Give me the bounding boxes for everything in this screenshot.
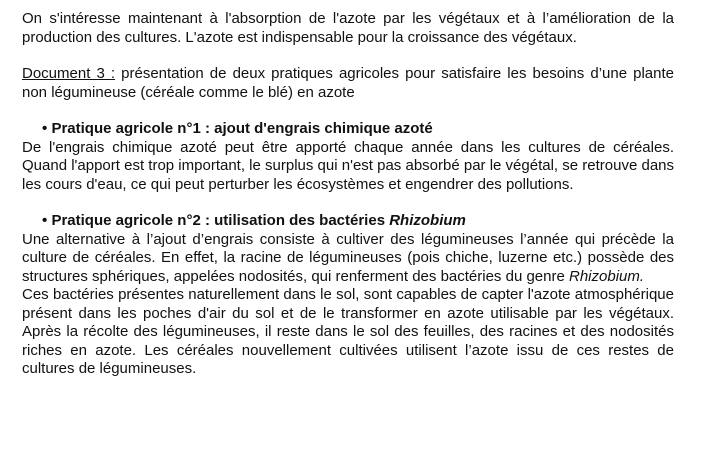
practice-2-heading [22,212,674,231]
genus-name: Rhizobium. [569,267,645,285]
practice-1-paragraph: De l'engrais chimique azoté peut être apporté chaque année dans les cultures de céréales. Quand l'apport est trop important, le surplus qui n'est pas absorbé par le végétal, se retrouve dans les cours d'eau, ce qui peut perturber les écosystèmes et engendrer des pollutions. [22,138,674,193]
intro-paragraph: On s'intéresse maintenant à l'absorption de l'azote par les végétaux et à l’amélioration de la production des cultures. L'azote est indispensable pour la croissance des végétaux. [22,10,674,46]
practice-1-heading [22,120,674,139]
bullet-icon: • [42,120,48,137]
practice-2-title: Pratique agricole n°2 : utilisation des bactéries [51,212,390,229]
practice-1-title: Pratique agricole n°1 : ajout d'engrais chimique azoté [51,120,433,137]
bullet-icon: • [42,212,48,229]
document-caption [22,65,674,102]
practice-1-section [22,120,674,194]
document-label: Document 3 : [22,65,116,82]
document-page [22,10,674,379]
practice-2-paragraph-2: Ces bactéries présentes naturellement dans le sol, sont capables de capter l'azote atmosphérique présent dans les poches d'air du sol et de le transformer en azote utilisable par les végétaux. Après la récolte des légumineuses, il reste dans le sol des feuilles, des racines et des nodosités riches en azote. Les céréales nouvellement cultivées utilisent l’azote issu de ces restes de cultures de légumineuses. [22,286,674,377]
practice-2-section [22,212,674,379]
practice-2-paragraph-1: Une alternative à l’ajout d’engrais consiste à cultiver des légumineuses l’année qui précède la culture de céréales. En effet, la racine de légumineuses (pois chiche, luzerne etc.) possède des structures sphériques, appelées nodosités, qui renferment des bactéries du genre Rhizobium. [22,230,674,285]
practice-2-title-genus: Rhizobium [389,212,466,229]
document-description: présentation de deux pratiques agricoles pour satisfaire les besoins d’une plante non légumineuse (céréale comme le blé) en azote [22,65,675,101]
